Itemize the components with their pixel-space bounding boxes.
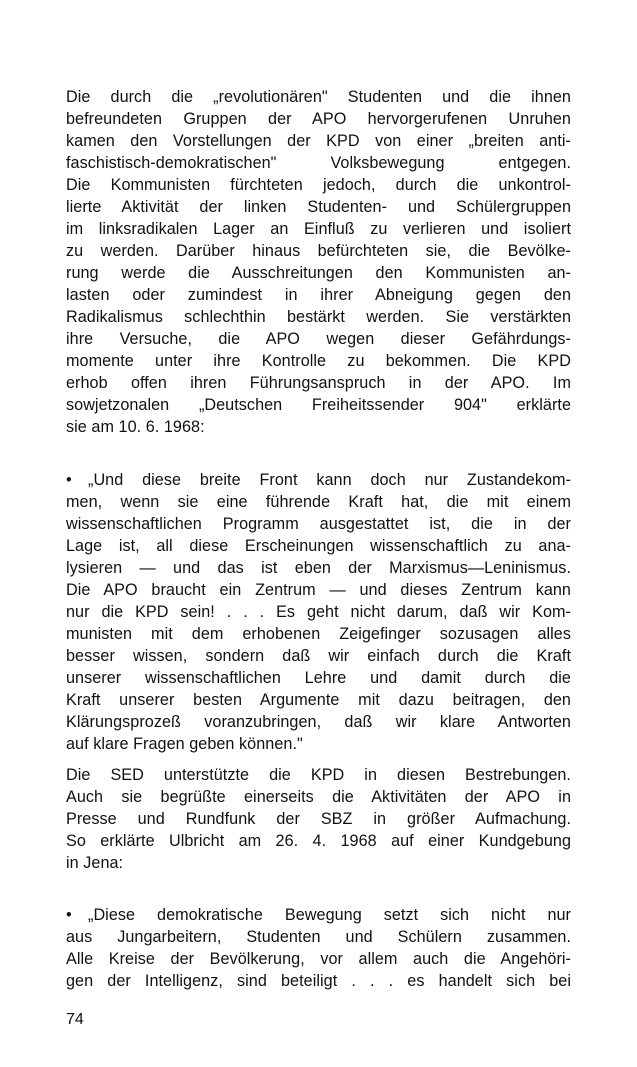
text-line: nur die KPD sein! . . . Es geht nicht darum, daß wir Kom-	[66, 603, 571, 621]
text-line: Kraft unserer besten Argumente mit dazu beitragen, den	[66, 691, 571, 709]
text-line: Die durch die „revolutionären" Studenten und die ihnen	[66, 88, 571, 106]
text-line: gen der Intelligenz, sind beteiligt . . . es handelt sich bei	[66, 972, 571, 990]
text-line: Die Kommunisten fürchteten jedoch, durch die unkontrol-	[66, 176, 571, 194]
text-line: sowjetzonalen „Deutschen Freiheitssender 904" erklärte	[66, 396, 571, 414]
text-line: munisten mit dem erhobenen Zeigefinger sozusagen alles	[66, 625, 571, 643]
text-line: momente unter ihre Kontrolle zu bekommen. Die KPD	[66, 352, 571, 370]
text-line: erhob offen ihren Führungsanspruch in der APO. Im	[66, 374, 571, 392]
text-line: kamen den Vorstellungen der KPD von einer „breiten anti-	[66, 132, 571, 150]
text-line: im linksradikalen Lager an Einfluß zu verlieren und isoliert	[66, 220, 571, 238]
text-line: wissenschaftlichen Programm ausgestattet ist, die in der	[66, 515, 571, 533]
text-line: aus Jungarbeitern, Studenten und Schülern zusammen.	[66, 928, 571, 946]
text-line: besser wissen, sondern daß wir einfach durch die Kraft	[66, 647, 571, 665]
text-line: Radikalismus schlechthin bestärkt werden. Sie verstärkten	[66, 308, 571, 326]
text-line: unserer wissenschaftlichen Lehre und damit durch die	[66, 669, 571, 687]
text-line: Klärungsprozeß voranzubringen, daß wir klare Antworten	[66, 713, 571, 731]
text-line: zu werden. Darüber hinaus befürchteten sie, die Bevölke-	[66, 242, 571, 260]
text-line: sie am 10. 6. 1968:	[66, 418, 205, 436]
text-line	[66, 469, 571, 491]
page-number: 74	[66, 1011, 84, 1028]
text-line: men, wenn sie eine führende Kraft hat, die mit einem	[66, 493, 571, 511]
text-line: Die APO braucht ein Zentrum — und dieses Zentrum kann	[66, 581, 571, 599]
paragraph-sed-support	[66, 764, 571, 874]
text-line: Die SED unterstützte die KPD in diesen Bestrebungen.	[66, 766, 571, 784]
text-line-content: „Und diese breite Front kann doch nur Zustandekom-	[88, 471, 571, 489]
text-line: Auch sie begrüßte einerseits die Aktivitäten der APO in	[66, 788, 571, 806]
quote-freiheitssender	[66, 469, 571, 755]
bullet-icon: •	[66, 906, 72, 924]
quote-ulbricht	[66, 904, 571, 992]
text-line: lysieren — und das ist eben der Marxismus—Leninismus.	[66, 559, 571, 577]
bullet-icon: •	[66, 471, 72, 489]
text-line: lierte Aktivität der linken Studenten- und Schülergruppen	[66, 198, 571, 216]
text-line: in Jena:	[66, 854, 124, 872]
text-line: So erklärte Ulbricht am 26. 4. 1968 auf einer Kundgebung	[66, 832, 571, 850]
text-line: Alle Kreise der Bevölkerung, vor allem auch die Angehöri-	[66, 950, 571, 968]
text-line: auf klare Fragen geben können."	[66, 735, 303, 753]
paragraph-kpd-apo	[66, 86, 571, 438]
text-line: faschistisch-demokratischen" Volksbewegung entgegen.	[66, 154, 571, 172]
text-line: rung werde die Ausschreitungen den Kommunisten an-	[66, 264, 571, 282]
text-line: Lage ist, all diese Erscheinungen wissenschaftlich zu ana-	[66, 537, 571, 555]
text-line: befreundeten Gruppen der APO hervorgerufenen Unruhen	[66, 110, 571, 128]
text-line-content: „Diese demokratische Bewegung setzt sich nicht nur	[88, 906, 571, 924]
text-line	[66, 904, 571, 926]
text-line: ihre Versuche, die APO wegen dieser Gefährdungs-	[66, 330, 571, 348]
text-line: Presse und Rundfunk der SBZ in größer Aufmachung.	[66, 810, 571, 828]
text-line: lasten oder zumindest in ihrer Abneigung gegen den	[66, 286, 571, 304]
